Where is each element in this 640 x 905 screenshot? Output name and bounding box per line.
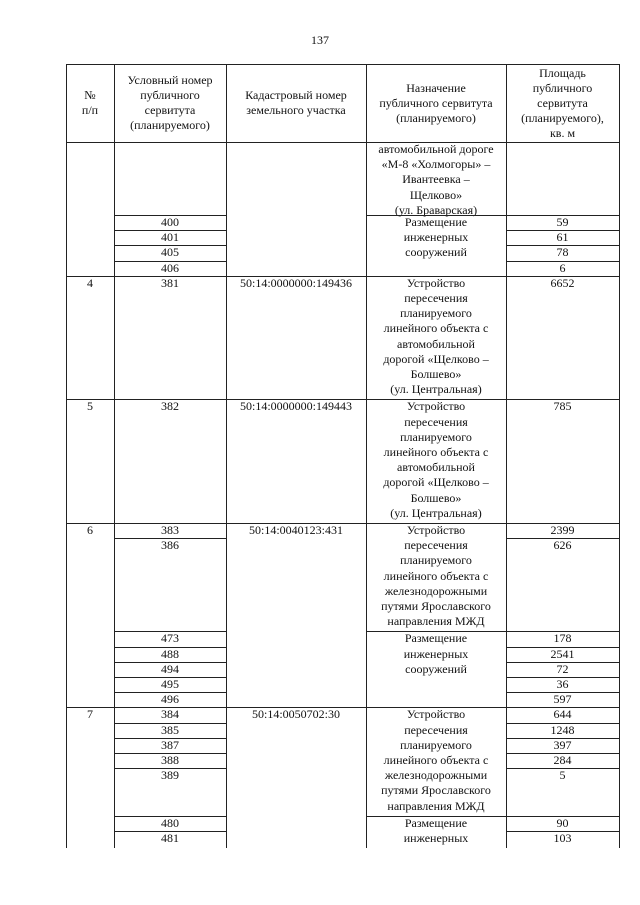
area-cell: 103 — [553, 831, 572, 845]
header-area: Площадь публичного сервитута (планируемого), кв. м — [521, 65, 604, 140]
area-cell: 178 — [553, 631, 572, 646]
area-cell: 36 — [556, 677, 569, 691]
row-number-cell: 7 — [87, 707, 93, 722]
column-rule — [226, 142, 227, 276]
column-rule — [506, 142, 507, 276]
servitude-number-cell: 387 — [161, 737, 179, 752]
row-number-cell: 6 — [87, 523, 93, 537]
column-rule — [226, 64, 227, 142]
area-cell: 397 — [553, 737, 572, 752]
servitude-number-cell: 386 — [161, 538, 179, 553]
header-cadastral: Кадастровый номер земельного участка — [245, 88, 347, 117]
column-rule — [114, 707, 115, 848]
column-rule — [506, 523, 507, 707]
column-rule — [506, 64, 507, 142]
column-rule — [66, 399, 67, 523]
column-rule — [66, 707, 67, 848]
header-purpose: Назначение публичного сервитута (планируемого) — [379, 80, 493, 125]
area-cell: 90 — [556, 815, 569, 830]
area-cell: 59 — [556, 215, 569, 229]
area-cell: 61 — [556, 230, 569, 245]
area-cell: 644 — [553, 707, 572, 722]
servitude-number-cell: 406 — [161, 260, 179, 275]
cadastral-number-cell: 50:14:0000000:149443 — [239, 399, 352, 414]
column-rule — [619, 707, 620, 848]
purpose-cell: Размещение инженерных — [403, 815, 469, 845]
column-rule — [619, 523, 620, 707]
servitude-number-cell: 494 — [161, 661, 179, 676]
area-cell: 78 — [556, 245, 569, 260]
column-rule — [114, 276, 115, 400]
servitude-number-cell: 383 — [161, 523, 179, 537]
column-rule — [619, 64, 620, 142]
column-rule — [66, 276, 67, 400]
purpose-cell: Устройство пересечения планируемого линейного объекта с автомобильной дорогой «Щелково – Болшево» (ул. Центральная) — [383, 399, 489, 520]
column-rule — [366, 399, 367, 523]
area-cell: 1248 — [550, 722, 575, 737]
purpose-cell: автомобильной дороге «М-8 «Холмогоры» – Ивантеевка – Щелково» (ул. Браварская) — [378, 142, 494, 217]
header-bottom-rule — [66, 142, 619, 143]
column-rule — [226, 523, 227, 707]
column-rule — [619, 399, 620, 523]
column-rule — [366, 142, 367, 276]
purpose-cell: Устройство пересечения планируемого линейного объекта с железнодорожными путями Ярославского направления МЖД — [381, 707, 491, 813]
header-servitude-number: Условный номер публичного сервитута (планируемого) — [127, 73, 213, 132]
column-rule — [66, 64, 67, 142]
column-rule — [366, 64, 367, 142]
header-num: № п/п — [81, 88, 99, 117]
column-rule — [506, 276, 507, 400]
column-rule — [66, 523, 67, 707]
servitude-number-cell: 405 — [161, 245, 179, 260]
servitude-number-cell: 401 — [161, 230, 179, 245]
column-rule — [66, 142, 67, 276]
column-rule — [366, 523, 367, 707]
page-number: 137 — [311, 33, 329, 47]
servitude-number-cell: 473 — [161, 631, 179, 646]
column-rule — [366, 707, 367, 848]
servitude-number-cell: 480 — [161, 815, 179, 830]
servitude-number-cell: 495 — [161, 677, 179, 691]
column-rule — [226, 707, 227, 848]
column-rule — [226, 276, 227, 400]
row-number-cell: 5 — [87, 399, 93, 414]
row-number-cell: 4 — [87, 275, 93, 290]
servitude-number-cell: 481 — [161, 831, 179, 845]
column-rule — [114, 142, 115, 276]
area-cell: 2399 — [550, 523, 575, 537]
cadastral-number-cell: 50:14:0040123:431 — [248, 523, 343, 537]
column-rule — [506, 707, 507, 848]
area-cell: 5 — [559, 768, 566, 783]
servitude-number-cell: 388 — [161, 753, 179, 767]
servitude-number-cell: 381 — [161, 275, 179, 290]
cadastral-number-cell: 50:14:0050702:30 — [251, 707, 340, 722]
servitude-number-cell: 384 — [161, 707, 179, 722]
column-rule — [114, 64, 115, 142]
area-cell: 785 — [553, 399, 572, 414]
area-cell: 72 — [556, 661, 569, 676]
column-rule — [506, 399, 507, 523]
column-rule — [619, 276, 620, 400]
cadastral-number-cell: 50:14:0000000:149436 — [239, 275, 352, 290]
column-rule — [226, 399, 227, 523]
purpose-cell: Устройство пересечения планируемого линейного объекта с автомобильной дорогой «Щелково – Болшево» (ул. Центральная) — [383, 275, 489, 397]
area-cell: 6 — [559, 260, 566, 275]
area-cell: 2541 — [550, 646, 575, 661]
servitude-number-cell: 488 — [161, 646, 179, 661]
servitude-number-cell: 382 — [161, 399, 179, 414]
servitude-number-cell: 389 — [161, 768, 179, 783]
area-cell: 284 — [553, 753, 572, 767]
area-cell: 6652 — [550, 275, 575, 290]
area-cell: 597 — [553, 692, 572, 707]
column-rule — [366, 276, 367, 400]
purpose-cell: Размещение инженерных сооружений — [403, 631, 469, 676]
column-rule — [114, 399, 115, 523]
column-rule — [114, 523, 115, 707]
servitude-number-cell: 385 — [161, 722, 179, 737]
purpose-cell: Размещение инженерных сооружений — [403, 215, 469, 260]
servitude-number-cell: 400 — [161, 215, 179, 229]
column-rule — [619, 142, 620, 276]
area-cell: 626 — [553, 538, 572, 553]
servitude-number-cell: 496 — [161, 692, 179, 707]
purpose-cell: Устройство пересечения планируемого линейного объекта с железнодорожными путями Ярославского направления МЖД — [381, 523, 491, 629]
